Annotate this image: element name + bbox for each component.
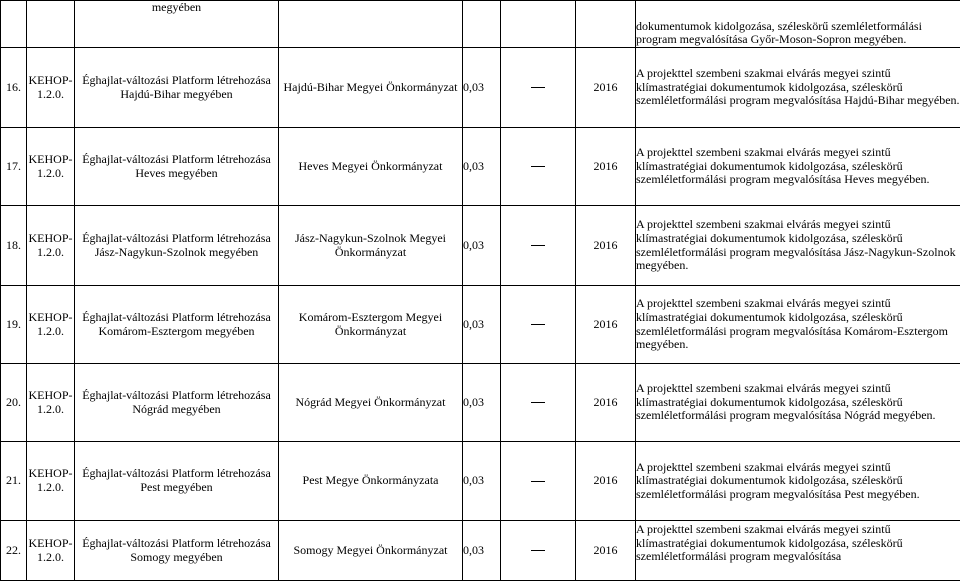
row-number: 21. <box>1 442 27 521</box>
row-number: 20. <box>1 364 27 442</box>
description: A projekttel szembeni szakmai elvárás megyei szintű klímastratégiai dokumentumok kidolgozása, széleskörű szemléletformálási program megvalósítása Pest megyében. <box>636 442 960 521</box>
description: A projekttel szembeni szakmai elvárás megyei szintű klímastratégiai dokumentumok kidolgozása, széleskörű szemléletformálási program megvalósítása Jász-Nagykun-Szolnok megyében. <box>636 206 960 286</box>
separator <box>501 128 576 206</box>
project-code <box>27 1 75 48</box>
row-number: 16. <box>1 48 27 128</box>
year: 2016 <box>576 48 636 128</box>
amount <box>463 1 501 48</box>
description: A projekttel szembeni szakmai elvárás megyei szintű klímastratégiai dokumentumok kidolgozása, széleskörű szemléletformálási program megvalósítása Hajdú-Bihar megyében. <box>636 48 960 128</box>
project-name: Éghajlat-változási Platform létrehozása Somogy megyében <box>75 521 279 581</box>
year: 2016 <box>576 521 636 581</box>
separator <box>501 286 576 364</box>
separator <box>501 1 576 48</box>
project-code: KEHOP-1.2.0. <box>27 128 75 206</box>
separator <box>501 521 576 581</box>
separator <box>501 206 576 286</box>
amount: 0,03 <box>463 521 501 581</box>
table-row <box>1 48 960 128</box>
dash-icon <box>531 245 545 246</box>
beneficiary: Nógrád Megyei Önkormányzat <box>279 364 463 442</box>
year: 2016 <box>576 442 636 521</box>
dash-icon <box>531 550 545 551</box>
project-code: KEHOP-1.2.0. <box>27 206 75 286</box>
amount: 0,03 <box>463 286 501 364</box>
dash-icon <box>531 481 545 482</box>
description: A projekttel szembeni szakmai elvárás megyei szintű klímastratégiai dokumentumok kidolgozása, széleskörű szemléletformálási program megvalósítása Heves megyében. <box>636 128 960 206</box>
project-name: Éghajlat-változási Platform létrehozása Hajdú-Bihar megyében <box>75 48 279 128</box>
separator <box>501 364 576 442</box>
beneficiary <box>279 1 463 48</box>
project-code: KEHOP-1.2.0. <box>27 442 75 521</box>
table-row <box>1 206 960 286</box>
project-code: KEHOP-1.2.0. <box>27 48 75 128</box>
table-row <box>1 128 960 206</box>
project-name: Éghajlat-változási Platform létrehozása Heves megyében <box>75 128 279 206</box>
project-name: Éghajlat-változási Platform létrehozása Jász-Nagykun-Szolnok megyében <box>75 206 279 286</box>
description: A projekttel szembeni szakmai elvárás megyei szintű klímastratégiai dokumentumok kidolgozása, széleskörű szemléletformálási program megvalósítása Nógrád megyében. <box>636 364 960 442</box>
row-number <box>1 1 27 48</box>
beneficiary: Hajdú-Bihar Megyei Önkormányzat <box>279 48 463 128</box>
row-number: 18. <box>1 206 27 286</box>
beneficiary: Pest Megye Önkormányzata <box>279 442 463 521</box>
amount: 0,03 <box>463 442 501 521</box>
project-name: Éghajlat-változási Platform létrehozása Komárom-Esztergom megyében <box>75 286 279 364</box>
project-name: Éghajlat-változási Platform létrehozása Nógrád megyében <box>75 364 279 442</box>
dash-icon <box>531 324 545 325</box>
description: A projekttel szembeni szakmai elvárás megyei szintű klímastratégiai dokumentumok kidolgozása, széleskörű szemléletformálási program megvalósítása Komárom-Esztergom megyében. <box>636 286 960 364</box>
description: dokumentumok kidolgozása, széleskörű szemléletformálási program megvalósítása Győr-Moson-Sopron megyében. <box>636 1 960 48</box>
row-number: 22. <box>1 521 27 581</box>
amount: 0,03 <box>463 128 501 206</box>
table-row <box>1 286 960 364</box>
project-code: KEHOP-1.2.0. <box>27 286 75 364</box>
description: A projekttel szembeni szakmai elvárás megyei szintű klímastratégiai dokumentumok kidolgozása, széleskörű szemléletformálási program megvalósítása <box>636 521 960 581</box>
table-row <box>1 364 960 442</box>
project-code: KEHOP-1.2.0. <box>27 364 75 442</box>
dash-icon <box>531 402 545 403</box>
project-name: Éghajlat-változási Platform létrehozása Pest megyében <box>75 442 279 521</box>
year: 2016 <box>576 128 636 206</box>
beneficiary: Jász-Nagykun-Szolnok Megyei Önkormányzat <box>279 206 463 286</box>
row-number: 17. <box>1 128 27 206</box>
beneficiary: Somogy Megyei Önkormányzat <box>279 521 463 581</box>
year: 2016 <box>576 364 636 442</box>
amount: 0,03 <box>463 364 501 442</box>
year: 2016 <box>576 206 636 286</box>
project-name: megyében <box>75 1 279 48</box>
table-row <box>1 521 960 581</box>
amount: 0,03 <box>463 48 501 128</box>
table-row <box>1 1 960 48</box>
dash-icon <box>531 87 545 88</box>
year: 2016 <box>576 286 636 364</box>
year <box>576 1 636 48</box>
beneficiary: Komárom-Esztergom Megyei Önkormányzat <box>279 286 463 364</box>
table-row <box>1 442 960 521</box>
row-number: 19. <box>1 286 27 364</box>
separator <box>501 442 576 521</box>
separator <box>501 48 576 128</box>
amount: 0,03 <box>463 206 501 286</box>
dash-icon <box>531 166 545 167</box>
beneficiary: Heves Megyei Önkormányzat <box>279 128 463 206</box>
project-code: KEHOP-1.2.0. <box>27 521 75 581</box>
